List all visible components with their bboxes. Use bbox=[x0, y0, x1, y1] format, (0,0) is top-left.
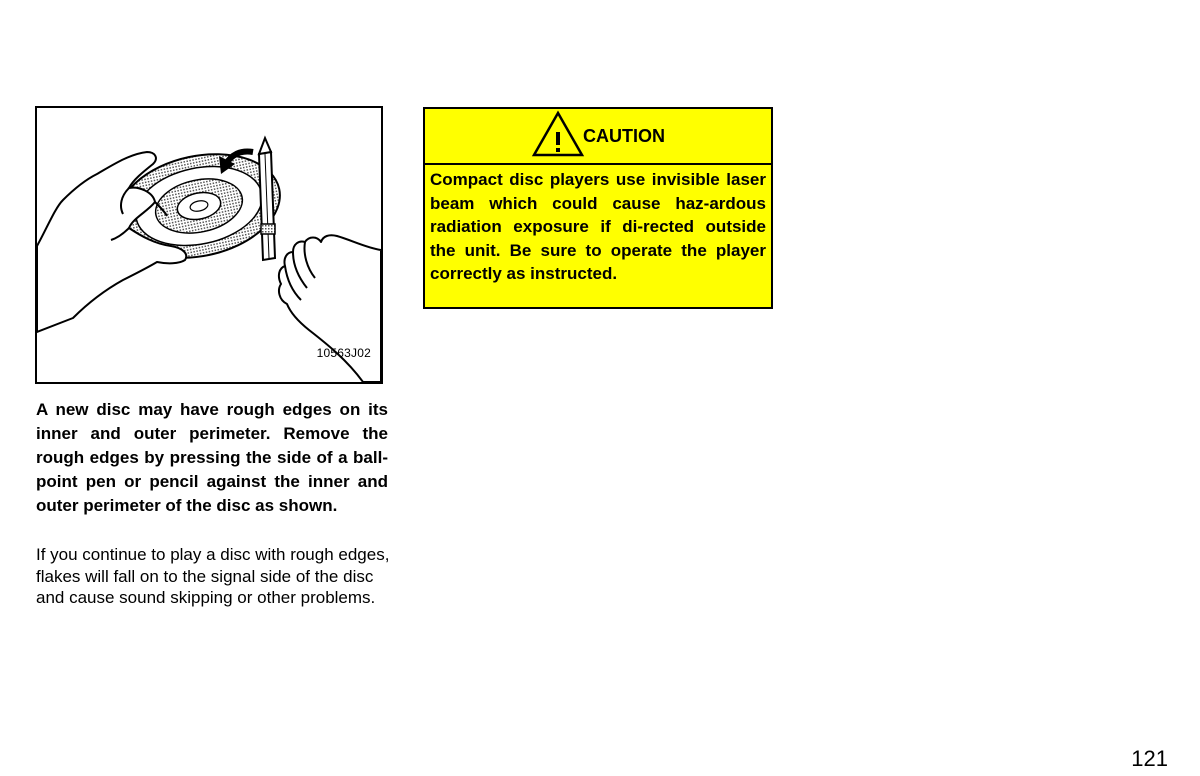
hands-disc-pencil-drawing bbox=[37, 108, 381, 382]
warning-triangle-icon bbox=[531, 110, 585, 158]
disc-cleaning-illustration bbox=[35, 106, 383, 384]
figure-code: 10563J02 bbox=[316, 346, 371, 360]
pencil bbox=[259, 138, 275, 260]
caution-box bbox=[423, 107, 773, 309]
page-number: 121 bbox=[1131, 746, 1168, 771]
caution-header bbox=[425, 109, 771, 165]
instruction-normal-text: If you continue to play a disc with rough edges, flakes will fall on to the signal side of the disc and cause sound skipping or other problems. bbox=[36, 545, 390, 607]
caution-body-text: Compact disc players use invisible laser beam which could cause haz-ardous radiation exposure if di-rected outside the unit. Be sure to operate the player correctly as instructed. bbox=[430, 170, 766, 284]
caution-title: CAUTION bbox=[583, 125, 665, 146]
instruction-bold-text: A new disc may have rough edges on its inner and outer perimeter. Remove the rough edges by pressing the side of a ball-point pen or pencil against the inner and outer perimeter of the disc as shown. bbox=[36, 400, 388, 515]
